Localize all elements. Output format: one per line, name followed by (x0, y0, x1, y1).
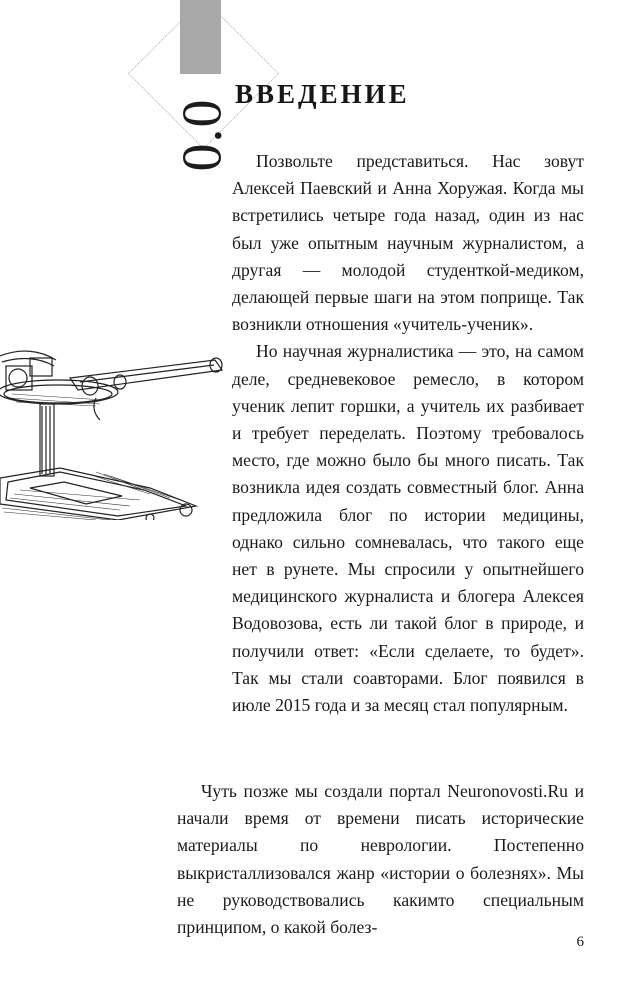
paragraph: Но научная журналистика — это, на самом деле, средневековое ремесло, в котором ученик лепит горшки, а учитель их разбивает и требует переделать. Поэтому требовалось место, где можно было бы много писать. Так возникла идея создать совместный блог. Анна предложила блог по истории медицины, однако сильно сомневалась, что такого еще нет в рунете. Мы спросили у опытнейшего медицинского журналиста и блогера Алексея Водовозова, есть ли такой блог в природе, и получили ответ: «Если сделаете, то будет». Так мы стали соавторами. Блог появился в июле 2015 года и за месяц стал популярным. (232, 341, 584, 716)
paragraph: Позвольте представиться. Нас зовут Алексей Паевский и Анна Хоружая. Когда мы встретились четыре года назад, один из нас был уже опытным научным журналистом, а другая — молодой студенткой-медиком, делающей первые шаги на этом поприще. Так возникли отношения «учитель-ученик». (232, 151, 584, 335)
body-text-full-width (177, 778, 584, 941)
paragraph: Чуть позже мы создали портал Neuronovosti.Ru и начали время от времени писать исторические материалы по неврологии. Постепенно выкристаллизовался жанр «истории о болезнях». Мы не руководствовались какимто специальным принципом, о какой болез- (177, 781, 584, 938)
page-number: 6 (576, 934, 584, 950)
chapter-title: ВВЕДЕНИЕ (235, 79, 410, 109)
antique-microscope-engraving-icon (0, 348, 232, 520)
chapter-number: 0.0 (171, 98, 234, 172)
body-text-column (232, 148, 584, 719)
